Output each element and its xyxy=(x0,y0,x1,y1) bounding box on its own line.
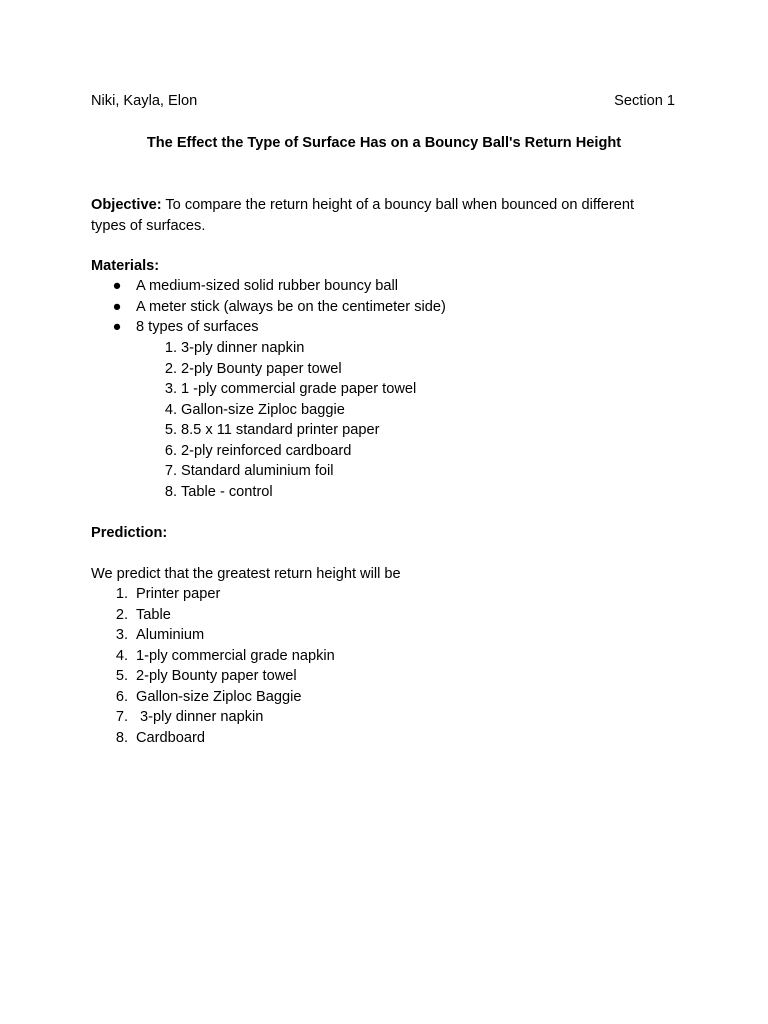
list-number: 4. xyxy=(164,401,177,418)
list-number: 8. xyxy=(115,729,128,746)
surface-text: 1 -ply commercial grade paper towel xyxy=(181,381,417,397)
prediction-text: Gallon-size Ziploc Baggie xyxy=(136,688,302,705)
prediction-text: 1-ply commercial grade napkin xyxy=(136,647,335,664)
surface-text: Table - control xyxy=(181,483,273,500)
prediction-text: Printer paper xyxy=(136,586,221,602)
bullet-icon: ● xyxy=(112,298,122,315)
list-number: 6. xyxy=(115,688,128,705)
prediction-text: 3-ply dinner napkin xyxy=(136,709,264,725)
material-text: A meter stick (always be on the centimeter side) xyxy=(136,298,446,315)
authors: Niki, Kayla, Elon xyxy=(91,93,198,109)
prediction-text: Aluminium xyxy=(136,627,205,643)
surface-text: 8.5 x 11 standard printer paper xyxy=(181,422,380,438)
objective-label: Objective: xyxy=(91,197,162,213)
list-number: 1. xyxy=(115,586,128,602)
prediction-intro: We predict that the greatest return height will be xyxy=(91,566,401,582)
list-number: 4. xyxy=(115,647,128,664)
prediction-text: 2-ply Bounty paper towel xyxy=(136,668,297,684)
objective-paragraph xyxy=(91,195,671,236)
materials-heading: Materials: xyxy=(91,258,160,274)
bullet-icon: ● xyxy=(112,319,122,335)
list-number: 7. xyxy=(115,709,128,725)
surface-text: Gallon-size Ziploc baggie xyxy=(181,401,345,418)
prediction-heading: Prediction: xyxy=(91,525,168,541)
objective-text: To compare the return height of a bouncy ball when bounced on different types of surfaces. xyxy=(91,197,635,234)
list-number: 2. xyxy=(164,360,177,377)
prediction-text: Table xyxy=(136,606,171,623)
bullet-icon: ● xyxy=(112,278,122,294)
document-title: The Effect the Type of Surface Has on a Bouncy Ball's Return Height xyxy=(146,135,622,151)
surface-text: 3-ply dinner napkin xyxy=(181,340,305,356)
list-number: 1. xyxy=(164,340,177,356)
surface-text: 2-ply Bounty paper towel xyxy=(181,360,342,377)
list-number: 2. xyxy=(115,606,128,623)
section-label: Section 1 xyxy=(614,93,675,109)
material-text: A medium-sized solid rubber bouncy ball xyxy=(136,278,399,294)
surface-text: 2-ply reinforced cardboard xyxy=(181,442,352,459)
list-number: 6. xyxy=(164,442,177,459)
list-number: 8. xyxy=(164,483,177,500)
list-number: 5. xyxy=(164,422,177,438)
prediction-text: Cardboard xyxy=(136,729,205,746)
list-number: 7. xyxy=(164,463,177,479)
list-number: 5. xyxy=(115,668,128,684)
list-number: 3. xyxy=(164,381,177,397)
surface-text: Standard aluminium foil xyxy=(181,463,334,479)
list-number: 3. xyxy=(115,627,128,643)
material-text: 8 types of surfaces xyxy=(136,319,259,335)
